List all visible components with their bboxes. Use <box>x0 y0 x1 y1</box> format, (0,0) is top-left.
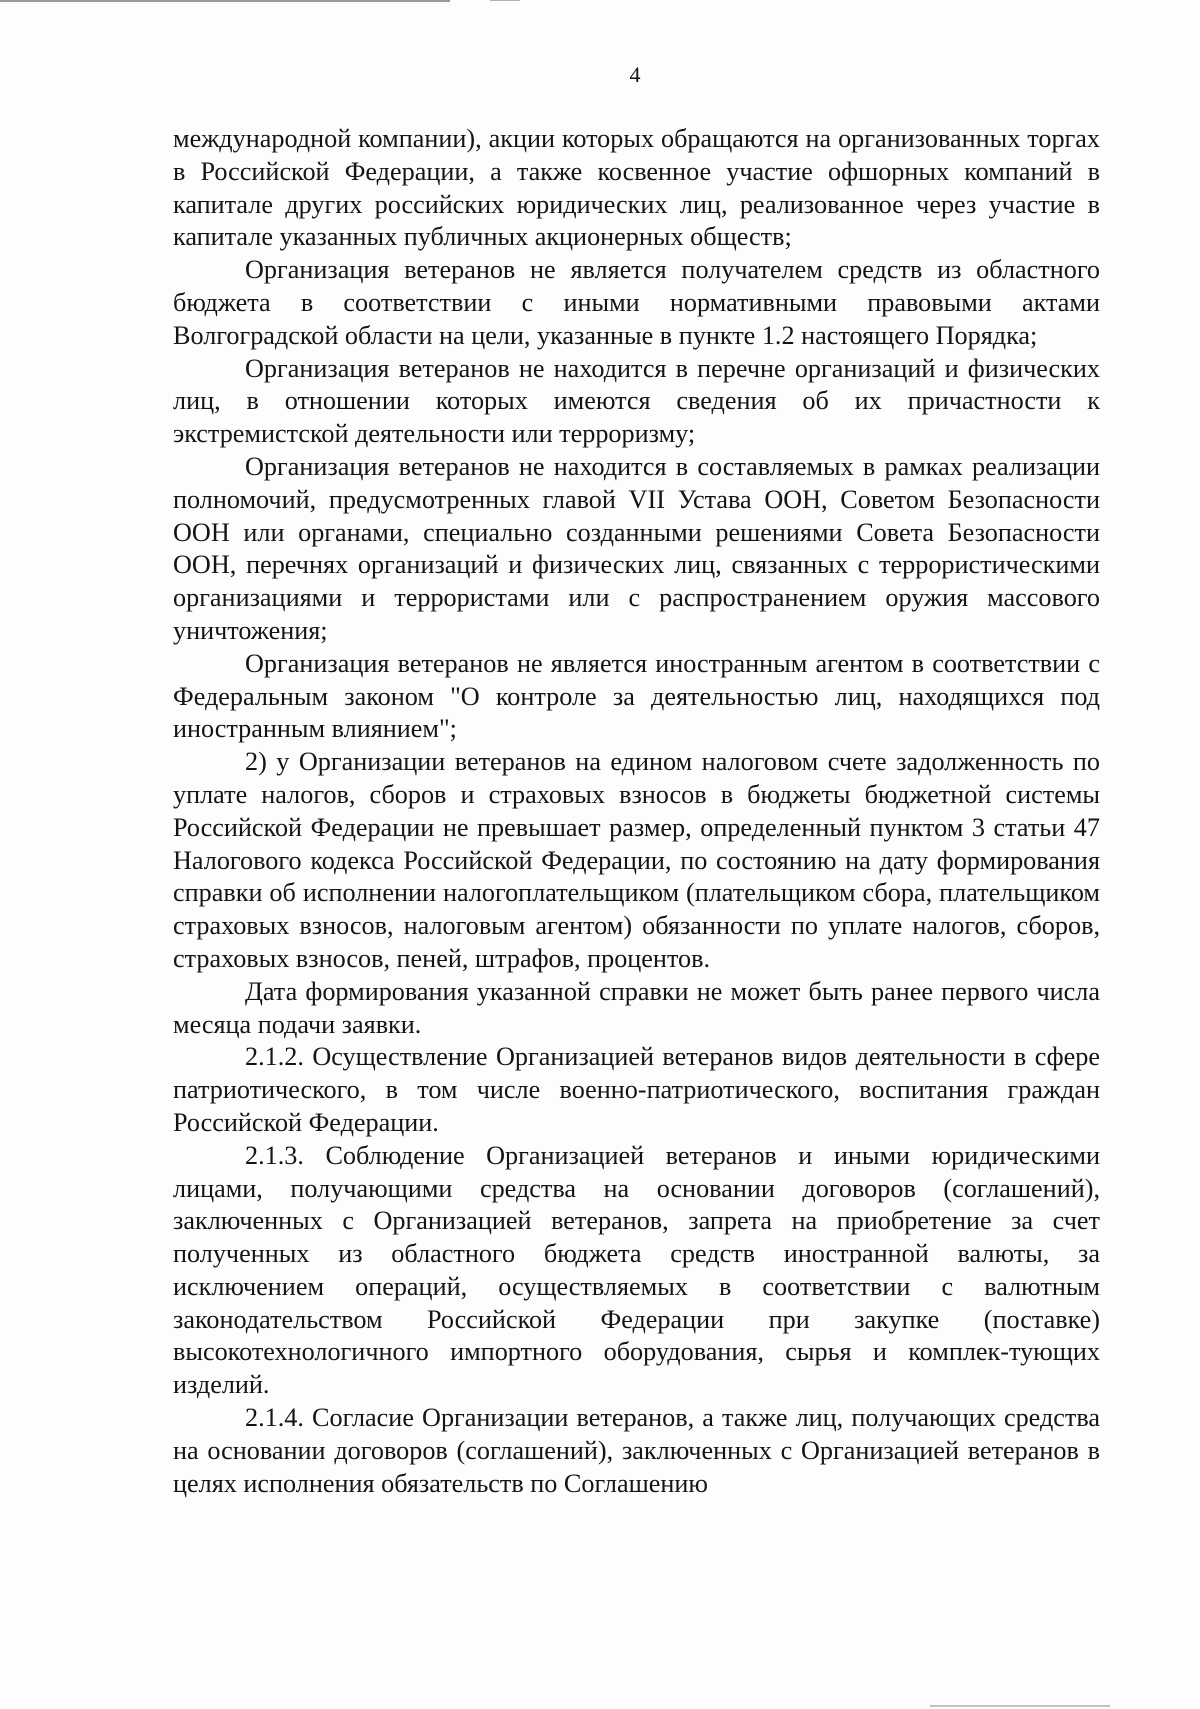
scan-edge-line <box>490 0 520 1</box>
paragraph: Организация ветеранов не является получателем средств из областного бюджета в соответствии с иными нормативными правовыми актами Волгоградской области на цели, указанные в пункте 1.2 настоящего Порядка; <box>173 255 1100 350</box>
paragraph: международной компании), акции которых обращаются на организованных торгах в Российской Федерации, а также косвенное участие офшорных компаний в капитале других российских юридических лиц, реализованное через участие в капитале указанных публичных акционерных обществ; <box>173 124 1100 252</box>
paragraph: Организация ветеранов не является иностранным агентом в соответствии с Федеральным законом "О контроле за деятельностью лиц, находящихся под иностранным влиянием"; <box>173 648 1100 744</box>
paragraph: 2.1.3. Соблюдение Организацией ветеранов и иными юридическими лицами, получающими средства на основании договоров (соглашений), заключенных с Организацией ветеранов, запрета на приобретение за счет полученных из областного бюджета средств иностранной валюты, за исключением операций, осуществляемых в соответствии с валютным законодательством Российской Федерации при закупке (поставке) высокотехнологичного импортного оборудования, сырья и комплек-тующих изделий. <box>173 1140 1100 1400</box>
page-number: 4 <box>629 62 641 87</box>
paragraph: 2) у Организации ветеранов на едином налоговом счете задолженность по уплате налогов, сборов и страховых взносов в бюджеты бюджетной системы Российской Федерации не превышает размер, определенный пунктом 3 статьи 47 Налогового кодекса Российской Федерации, по состоянию на дату формирования справки об исполнении налогоплательщиком (плательщиком сбора, плательщиком страховых взносов, налоговым агентом) обязанности по уплате налогов, сборов, страховых взносов, пеней, штрафов, процентов. <box>173 747 1100 973</box>
document-body <box>173 123 1100 1500</box>
scan-edge-line <box>930 1705 1110 1707</box>
paragraph: 2.1.4. Согласие Организации ветеранов, а также лиц, получающих средства на основании договоров (соглашений), заключенных с Организацией ветеранов в целях исполнения обязательств по Соглашению <box>173 1403 1100 1498</box>
scan-edge-line <box>0 0 450 2</box>
paragraph: 2.1.2. Осуществление Организацией ветеранов видов деятельности в сфере патриотического, в том числе военно-патриотического, воспитания граждан Российской Федерации. <box>173 1042 1100 1137</box>
paragraph: Дата формирования указанной справки не может быть ранее первого числа месяца подачи заявки. <box>173 976 1100 1039</box>
paragraph: Организация ветеранов не находится в перечне организаций и физических лиц, в отношении которых имеются сведения об их причастности к экстремистской деятельности или терроризму; <box>173 353 1100 449</box>
paragraph: Организация ветеранов не находится в составляемых в рамках реализации полномочий, предусмотренных главой VII Устава ООН, Советом Безопасности ООН или органами, специально созданными решениями Совета Безопасности ООН, перечнях организаций и физических лиц, связанных с террористическими организациями и террористами или с распространением оружия массового уничтожения; <box>173 451 1100 645</box>
